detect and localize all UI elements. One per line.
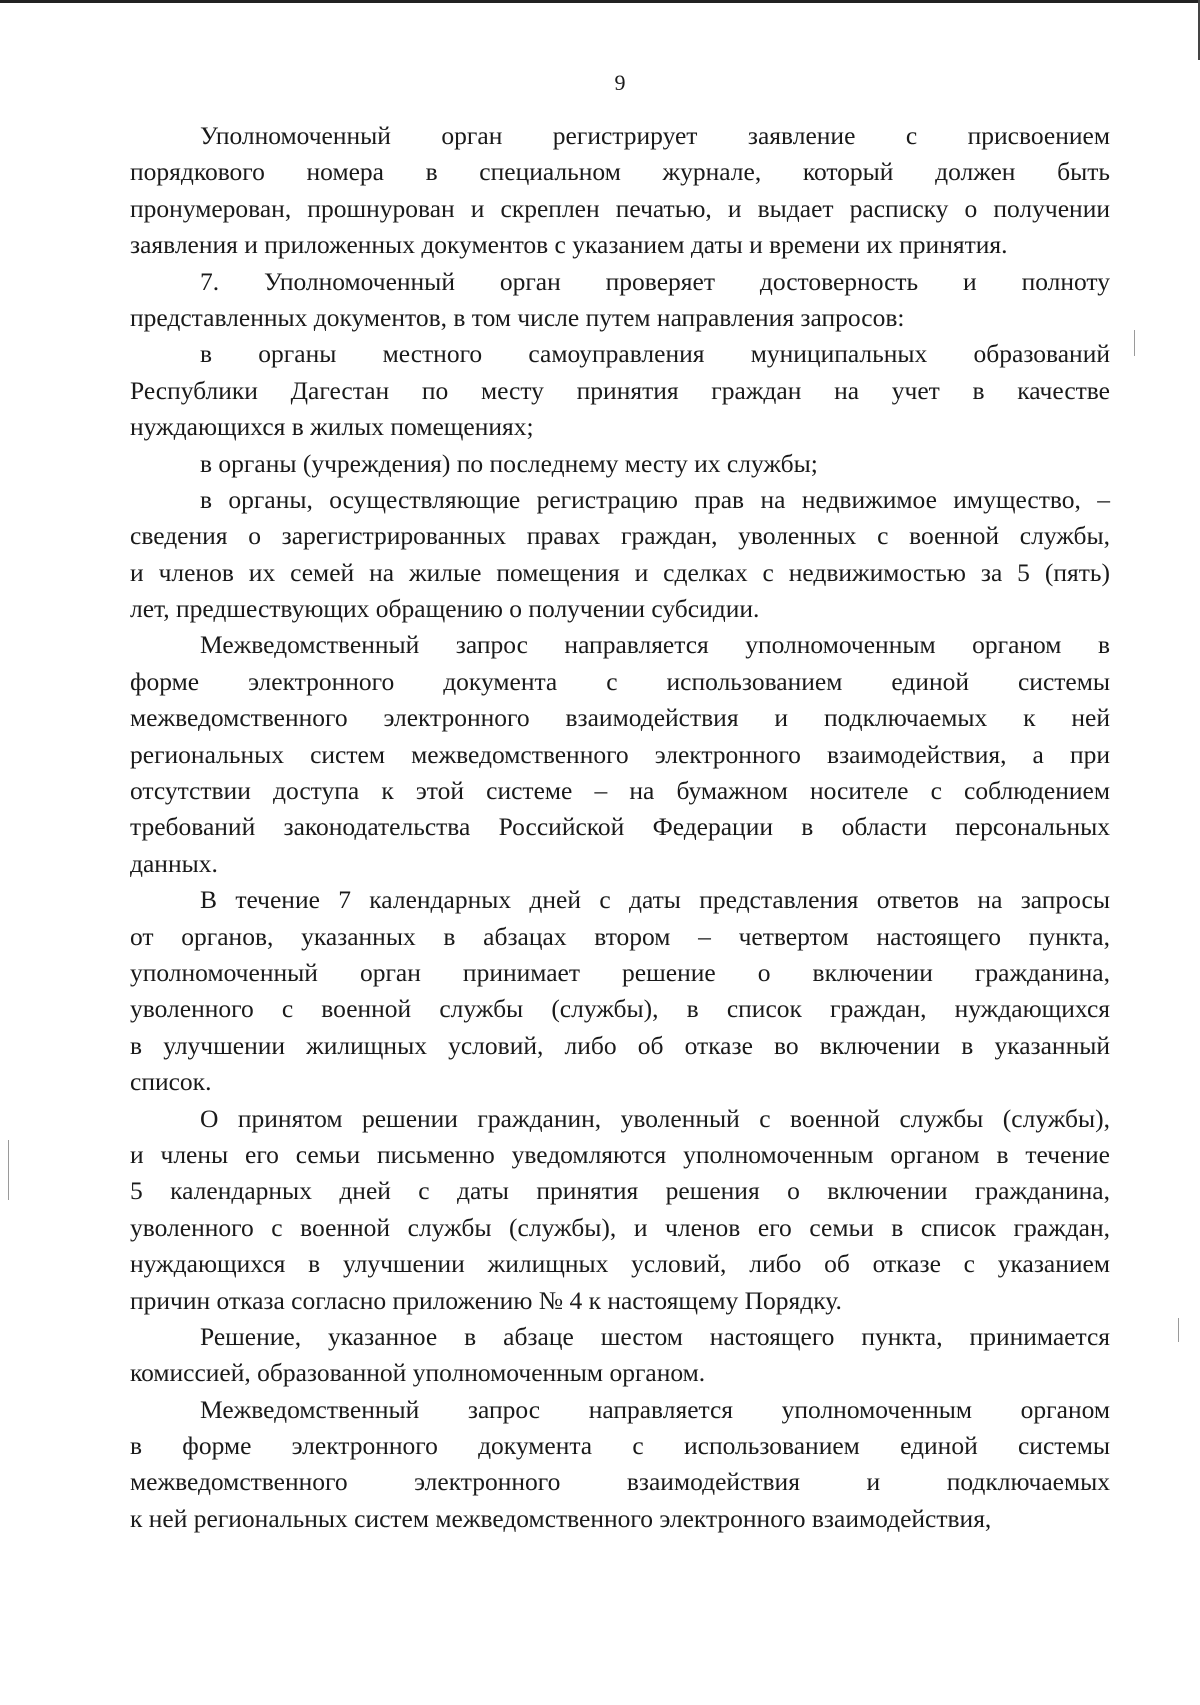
scan-artifact-mark xyxy=(1178,1318,1179,1342)
text-line: заявления и приложенных документов с указанием даты и времени их принятия. xyxy=(130,230,1008,260)
text-line: в органы местного самоуправления муниципальных образований xyxy=(200,339,1110,369)
document-body xyxy=(130,118,1110,1537)
text-line: межведомственного электронного взаимодействия и подключаемых xyxy=(130,1467,1110,1497)
paragraph xyxy=(130,1319,1110,1392)
text-line: к ней региональных систем межведомственного электронного взаимодействия, xyxy=(130,1503,992,1533)
paragraph xyxy=(130,627,1110,882)
text-line: и членов их семей на жилые помещения и сделках с недвижимостью за 5 (пять) xyxy=(130,557,1110,587)
text-line: лет, предшествующих обращению о получении субсидии. xyxy=(130,594,760,624)
text-line: в органы, осуществляющие регистрацию прав на недвижимое имущество, – xyxy=(200,484,1110,514)
text-line: Уполномоченный орган регистрирует заявление с присвоением xyxy=(200,121,1110,150)
text-line: Межведомственный запрос направляется уполномоченным органом в xyxy=(200,630,1110,660)
text-line: 5 календарных дней с даты принятия решения о включении гражданина, xyxy=(130,1176,1110,1206)
paragraph xyxy=(130,882,1110,1100)
paragraph xyxy=(130,1101,1110,1319)
text-line: Межведомственный запрос направляется уполномоченным органом xyxy=(200,1394,1110,1424)
text-line: региональных систем межведомственного электронного взаимодействия, а при xyxy=(130,739,1110,769)
paragraph xyxy=(130,336,1110,445)
text-line: Республики Дагестан по месту принятия граждан на учет в качестве xyxy=(130,375,1110,405)
paragraph xyxy=(130,264,1110,337)
scan-artifact-mark xyxy=(1134,330,1135,356)
paragraph xyxy=(130,482,1110,628)
text-line: в органы (учреждения) по последнему месту их службы; xyxy=(200,448,818,478)
text-line: представленных документов, в том числе путем направления запросов: xyxy=(130,302,905,332)
text-line: 7. Уполномоченный орган проверяет достоверность и полноту xyxy=(200,266,1110,296)
text-line: нуждающихся в улучшении жилищных условий, либо об отказе с указанием xyxy=(130,1249,1110,1279)
scan-border-top xyxy=(0,0,1200,3)
text-line: отсутствии доступа к этой системе – на бумажном носителе с соблюдением xyxy=(130,776,1110,806)
scan-artifact-mark xyxy=(8,1140,9,1200)
text-line: В течение 7 календарных дней с даты представления ответов на запросы xyxy=(200,885,1110,915)
paragraph xyxy=(130,446,1110,482)
text-line: форме электронного документа с использованием единой системы xyxy=(130,666,1110,696)
paragraph xyxy=(130,1392,1110,1538)
text-line: данных. xyxy=(130,848,218,878)
paragraph xyxy=(130,118,1110,264)
text-line: межведомственного электронного взаимодействия и подключаемых к ней xyxy=(130,703,1110,733)
text-line: уполномоченный орган принимает решение о включении гражданина, xyxy=(130,957,1110,987)
text-line: комиссией, образованной уполномоченным органом. xyxy=(130,1358,706,1388)
text-line: О принятом решении гражданин, уволенный с военной службы (службы), xyxy=(200,1103,1110,1133)
text-line: причин отказа согласно приложению № 4 к настоящему Порядку. xyxy=(130,1285,842,1315)
text-line: пронумерован, прошнурован и скреплен печатью, и выдает расписку о получении xyxy=(130,193,1110,223)
page-number: 9 xyxy=(614,70,626,95)
text-line: и члены его семьи письменно уведомляются уполномоченным органом в течение xyxy=(130,1139,1110,1169)
text-line: уволенного с военной службы (службы), и членов его семьи в список граждан, xyxy=(130,1212,1110,1242)
text-line: сведения о зарегистрированных правах граждан, уволенных с военной службы, xyxy=(130,521,1110,551)
text-line: в форме электронного документа с использованием единой системы xyxy=(130,1431,1110,1461)
text-line: Решение, указанное в абзаце шестом настоящего пункта, принимается xyxy=(200,1321,1110,1351)
text-line: в улучшении жилищных условий, либо об отказе во включении в указанный xyxy=(130,1030,1110,1060)
text-line: от органов, указанных в абзацах втором – четвертом настоящего пункта, xyxy=(130,921,1110,951)
text-line: список. xyxy=(130,1067,212,1097)
text-line: требований законодательства Российской Федерации в области персональных xyxy=(130,812,1110,842)
text-line: порядкового номера в специальном журнале, который должен быть xyxy=(130,157,1110,187)
text-line: уволенного с военной службы (службы), в список граждан, нуждающихся xyxy=(130,994,1110,1024)
text-line: нуждающихся в жилых помещениях; xyxy=(130,412,534,442)
